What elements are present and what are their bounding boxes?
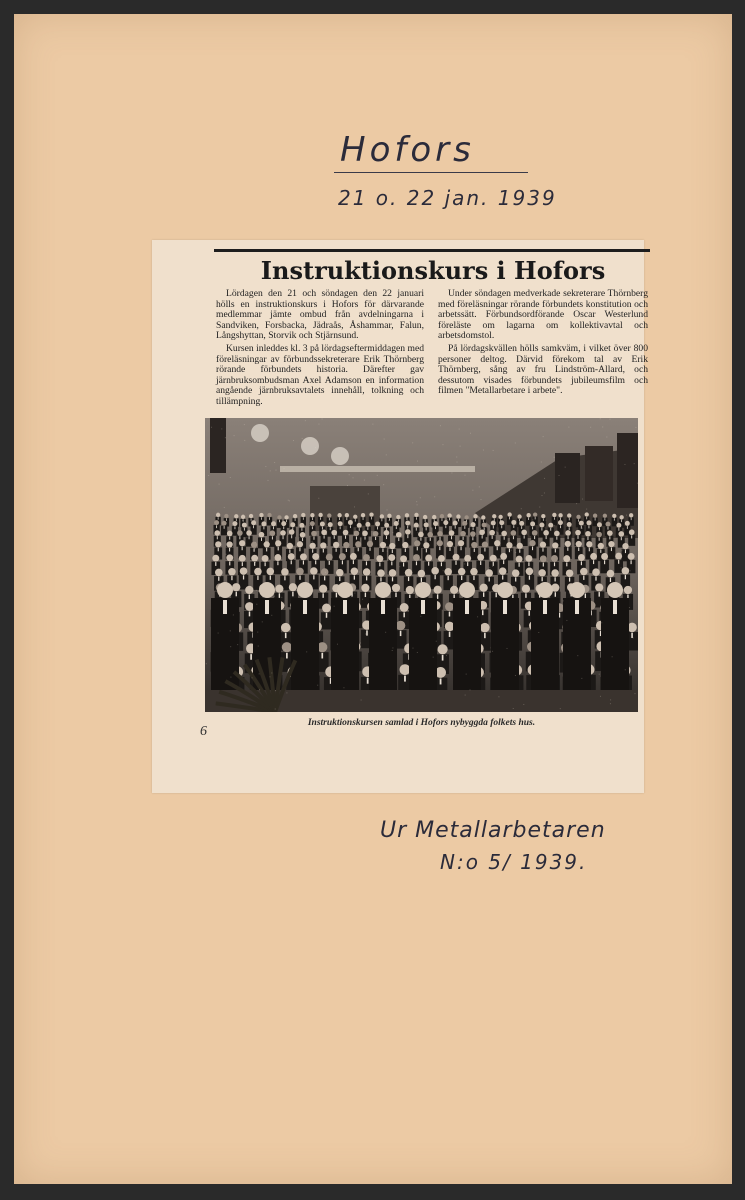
page-number: 6 xyxy=(200,724,207,739)
article-headline: Instruktionskurs i Hofors xyxy=(260,256,606,285)
headline-rule xyxy=(214,249,650,252)
article-column-left xyxy=(216,289,424,410)
photo-caption: Instruktionskursen samlad i Hofors nybyggda folkets hus. xyxy=(307,718,536,728)
handwritten-source: Ur Metallarbetaren xyxy=(380,818,606,843)
handwritten-date: 21 o. 22 jan. 1939 xyxy=(338,186,557,210)
article-paragraph: Lördagen den 21 och söndagen den 22 januari hölls en instruktionskurs i Hofors för därvarande medlemmar jämte ombud från avdelningarna i Sandviken, Forsbacka, Jädraås, Åshammar, Falun, Långshyttan, Storvik och Stjärnsund. xyxy=(216,288,424,342)
handwritten-place: Hofors xyxy=(340,130,475,170)
article-paragraph: Kursen inleddes kl. 3 på lördagseftermiddagen med föreläsningar av förbundssekreterare Erik Thörnberg rörande förbundets historia. Därefter gav järnbruksombudsman Axel Adamson en information angående järnbruksavtalets innehåll, tolkning och tillämpning. xyxy=(216,342,424,407)
handwritten-issue: N:o 5/ 1939. xyxy=(440,850,588,874)
group-photograph xyxy=(205,418,638,712)
group-photo-image xyxy=(205,418,638,712)
article-column-right xyxy=(438,289,648,399)
article-paragraph: På lördagskvällen hölls samkväm, i vilket över 800 personer deltog. Därvid förekom tal av Erik Thörnberg, sång av fru Lindström-Allard, och dessutom visades förbundets jubileumsfilm och filmen "Metallarbetare i arbete". xyxy=(438,342,648,397)
article-paragraph: Under söndagen medverkade sekreterare Thörnberg med föreläsningar rörande förbundets konstitution och arbetssätt. Förbundsordförande Oscar Westerlund föreläste om lagarna om kollektivavtal och arbetsdomstol. xyxy=(438,288,648,342)
handwritten-underline xyxy=(334,172,528,173)
